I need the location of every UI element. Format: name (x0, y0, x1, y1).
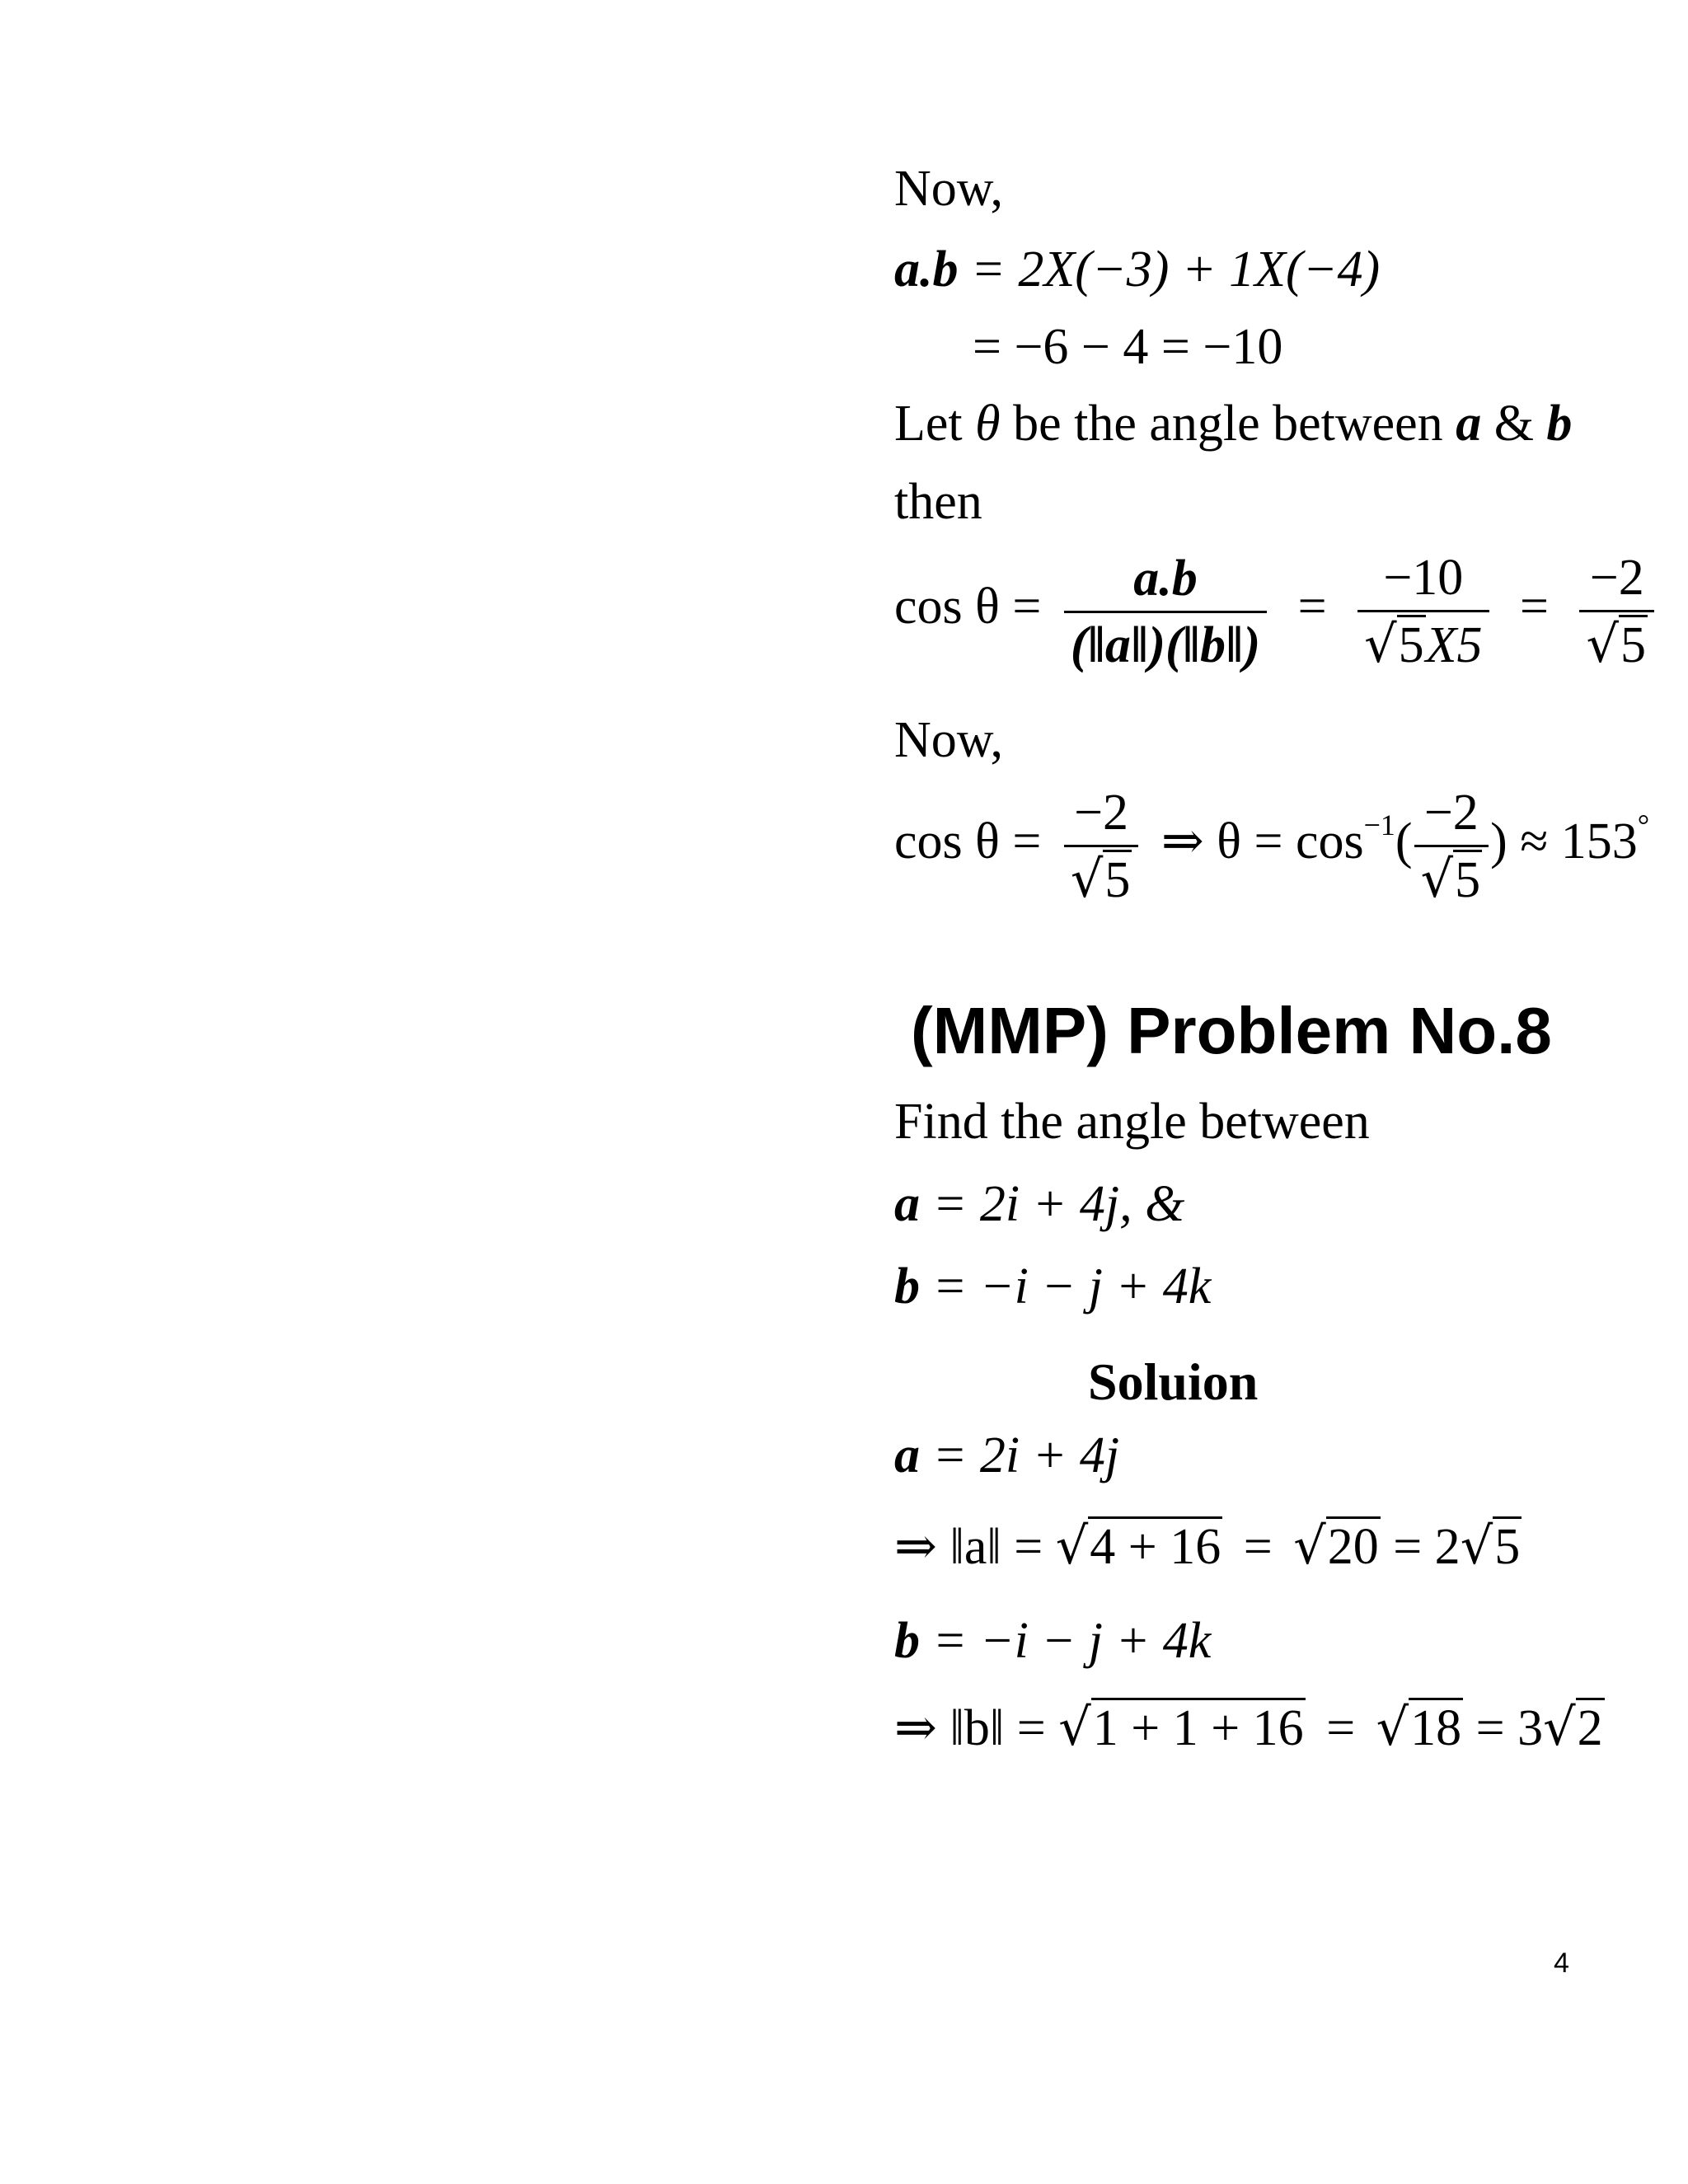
radicand: 4 + 16 (1088, 1516, 1222, 1575)
let-theta-line (894, 396, 1573, 452)
problem-statement-line (894, 1094, 1370, 1150)
solution-b-line (894, 1613, 1212, 1669)
norm-b-prefix: ⇒ ‖b‖ = (894, 1700, 1046, 1756)
square-root: √5 (1586, 614, 1646, 674)
fraction-denominator (1357, 610, 1489, 674)
page-number: 4 (1554, 1947, 1569, 1979)
b-definition-line (894, 1258, 1212, 1315)
fraction-minus2-root5 (1414, 785, 1489, 909)
dot-product-rhs: = 2X(−3) + 1X(−4) (971, 241, 1381, 298)
a-definition: = 2i + 4j (932, 1427, 1120, 1483)
solution-a-line (894, 1427, 1120, 1483)
angle-between-text: be the angle between (1013, 396, 1443, 452)
a-definition-line (894, 1176, 1185, 1232)
problem-statement: Find the angle between (894, 1094, 1370, 1150)
fraction-denominator (1579, 610, 1654, 674)
then-text: then (894, 474, 982, 530)
problem-heading: (MMP) Problem No.8 (911, 994, 1552, 1067)
vector-b-label: b (894, 1258, 920, 1315)
coefficient: = 3 (1475, 1700, 1544, 1756)
dot-product-line (894, 241, 1381, 298)
fraction-ab-over-norms (1064, 550, 1267, 673)
dot-product-result: = −6 − 4 = −10 (973, 319, 1283, 375)
theta-symbol: θ (975, 396, 1001, 452)
ampersand: & (1493, 396, 1534, 452)
norm-b-line: ⇒ ‖b‖ = √1 + 1 + 16 = √18 = 3√2 (894, 1697, 1603, 1757)
fraction-numerator: −2 (1423, 785, 1479, 841)
now-line-1 (894, 161, 1004, 217)
fraction-denominator: (‖a‖)(‖b‖) (1064, 611, 1267, 671)
times-five: X5 (1425, 617, 1483, 673)
vector-a-label: a (894, 1427, 920, 1483)
radicand: 5 (1493, 1516, 1522, 1575)
vector-b-label: b (894, 1613, 920, 1669)
fraction-minus10 (1357, 550, 1489, 674)
square-root: √5 (1070, 849, 1131, 909)
radicand: 5 (1103, 850, 1132, 908)
approx-153: ≈ 153 (1520, 813, 1638, 870)
fraction-numerator: −2 (1589, 550, 1644, 606)
dot-product-result-line (973, 321, 1282, 373)
square-root: √18 (1376, 1697, 1462, 1757)
radicand: 5 (1397, 615, 1426, 673)
fraction-numerator: −10 (1383, 550, 1464, 606)
fraction-minus2-root5 (1579, 550, 1654, 674)
vector-a-label: a (894, 1176, 920, 1232)
b-definition: = −i − j + 4k (932, 1613, 1212, 1669)
square-root: √4 + 16 (1055, 1516, 1221, 1576)
norm-a-prefix: ⇒ ‖a‖ = (894, 1519, 1043, 1575)
cos-theta-lhs: cos θ = (894, 579, 1042, 635)
radicand: 5 (1453, 850, 1482, 908)
degree-symbol: ° (1637, 808, 1650, 842)
a-definition: = 2i + 4j, & (932, 1176, 1185, 1232)
coefficient: = 2 (1393, 1519, 1461, 1575)
fraction-denominator (1064, 845, 1139, 909)
dot-product-lhs: a.b (894, 241, 959, 298)
cos-theta-equation: cos θ = $\frac{a.b}{(‖a‖)(‖b‖)}$ = $\frac{-10}{√5X5}$ = $\frac{-2}{√5}$ (894, 552, 1664, 671)
now-text: Now, (894, 161, 1004, 217)
then-line (894, 474, 982, 530)
fraction-minus2-root5 (1064, 785, 1139, 909)
radicand: 1 + 1 + 16 (1091, 1698, 1306, 1756)
now-line-2 (894, 712, 1004, 768)
fraction-numerator: −2 (1074, 785, 1129, 841)
theta-result-equation: cos θ = $\frac{-2}{√5}$ ⇒ $\theta = \cos^{-1}$( $\frac{-2}{√5}$ ) ≈ 153° (894, 785, 1650, 909)
vector-b-label: b (1546, 396, 1573, 452)
radicand: 20 (1326, 1516, 1381, 1575)
radicand: 5 (1619, 615, 1648, 673)
radicand: 2 (1576, 1698, 1605, 1756)
radicand: 18 (1409, 1698, 1463, 1756)
solution-title: Soluion (1088, 1352, 1259, 1411)
b-definition: = −i − j + 4k (932, 1258, 1212, 1315)
let-text: Let (894, 396, 963, 452)
inverse-superscript: −1 (1363, 808, 1395, 842)
square-root: √5 (1364, 614, 1424, 674)
fraction-numerator: a.b (1133, 550, 1198, 607)
fraction-denominator (1414, 845, 1489, 909)
square-root: √2 (1543, 1697, 1603, 1757)
square-root: √20 (1293, 1516, 1379, 1576)
implies-theta-arccos: ⇒ θ = cos (1160, 813, 1364, 870)
vector-a-label: a (1456, 396, 1482, 452)
square-root: √5 (1460, 1516, 1521, 1576)
cos-theta-lhs: cos θ = (894, 813, 1042, 870)
norm-a-line: ⇒ ‖a‖ = √4 + 16 = √20 = 2√5 (894, 1516, 1521, 1576)
square-root: √5 (1420, 849, 1481, 909)
now-text: Now, (894, 712, 1004, 768)
square-root: √1 + 1 + 16 (1058, 1697, 1304, 1757)
